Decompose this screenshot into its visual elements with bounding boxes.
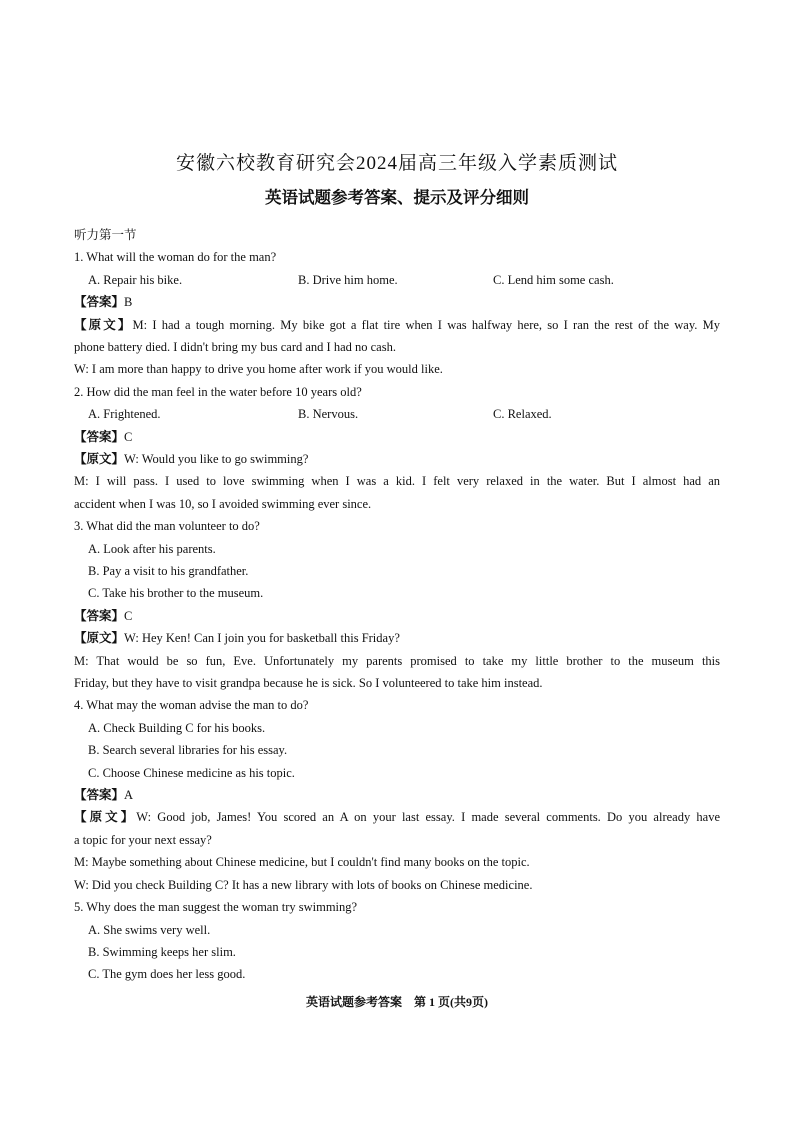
transcript-label: 【原文】 bbox=[74, 452, 125, 467]
question-1-options bbox=[74, 269, 720, 291]
transcript-label: 【原文】 bbox=[74, 810, 137, 825]
q2-transcript-line-2: M: I will pass. I used to love swimming when I was a kid. I felt very relaxed in the water. But I almost had an bbox=[74, 474, 720, 489]
transcript-label: 【原文】 bbox=[74, 631, 125, 646]
transcript-label: 【原文】 bbox=[74, 317, 133, 332]
question-2-options bbox=[74, 403, 720, 425]
q3-transcript-line-1: 【原文】W: Hey Ken! Can I join you for basketball this Friday? bbox=[74, 631, 400, 646]
page-footer: 英语试题参考答案 第 1 页(共9页) bbox=[306, 995, 488, 1009]
answer-label: 【答案】 bbox=[74, 788, 125, 803]
answer-label: 【答案】 bbox=[74, 608, 125, 623]
q2-option-a: A. Frightened. bbox=[88, 407, 161, 422]
page-content bbox=[74, 224, 720, 986]
section-heading: 听力第一节 bbox=[74, 228, 137, 242]
exam-title: 安徽六校教育研究会2024届高三年级入学素质测试 bbox=[175, 153, 618, 174]
q4-transcript-line-4: W: Did you check Building C? It has a new library with lots of books on Chinese medicine. bbox=[74, 877, 533, 892]
q5-option-b: B. Swimming keeps her slim. bbox=[88, 944, 236, 959]
q5-option-a: A. She swims very well. bbox=[88, 922, 211, 937]
question-3: 3. What did the man volunteer to do? bbox=[74, 519, 260, 534]
q1-option-c: C. Lend him some cash. bbox=[493, 272, 614, 287]
q4-transcript-line-1: 【原文】W: Good job, James! You scored an A on your last essay. I made several comments. Do you already have bbox=[74, 810, 720, 825]
q4-option-b: B. Search several libraries for his essay. bbox=[88, 743, 288, 758]
q4-option-a: A. Check Building C for his books. bbox=[88, 720, 266, 735]
q4-transcript-line-3: M: Maybe something about Chinese medicine, but I couldn't find many books on the topic. bbox=[74, 855, 530, 870]
q3-option-a: A. Look after his parents. bbox=[88, 541, 216, 556]
q3-transcript-line-3: Friday, but they have to visit grandpa because he is sick. So I volunteered to take him instead. bbox=[74, 676, 543, 691]
q1-transcript-line-3: W: I am more than happy to drive you home after work if you would like. bbox=[74, 362, 443, 377]
q4-answer-value: A bbox=[124, 788, 134, 803]
q4-option-c: C. Choose Chinese medicine as his topic. bbox=[88, 765, 295, 780]
question-5: 5. Why does the man suggest the woman try swimming? bbox=[74, 900, 358, 915]
q2-option-b: B. Nervous. bbox=[298, 407, 359, 422]
q1-answer-value: B bbox=[124, 295, 133, 310]
question-2: 2. How did the man feel in the water before 10 years old? bbox=[74, 384, 362, 399]
q3-answer bbox=[74, 605, 720, 627]
question-4: 4. What may the woman advise the man to do? bbox=[74, 698, 309, 713]
q1-option-b: B. Drive him home. bbox=[298, 272, 398, 287]
q2-option-c: C. Relaxed. bbox=[493, 407, 552, 422]
q1-answer bbox=[74, 291, 720, 313]
q4-transcript-line-2: a topic for your next essay? bbox=[74, 832, 212, 847]
q2-transcript-line-1: 【原文】W: Would you like to go swimming? bbox=[74, 452, 309, 467]
answer-label: 【答案】 bbox=[74, 429, 125, 444]
q1-transcript-line-1: 【原文】M: I had a tough morning. My bike got a flat tire when I was halfway here, so I ran the rest of the way. My bbox=[74, 317, 720, 332]
q2-answer bbox=[74, 426, 720, 448]
q1-transcript-line-2: phone battery died. I didn't bring my bus card and I had no cash. bbox=[74, 340, 396, 354]
answer-label: 【答案】 bbox=[74, 295, 125, 310]
q3-option-c: C. Take his brother to the museum. bbox=[88, 586, 264, 601]
q5-option-c: C. The gym does her less good. bbox=[88, 967, 246, 982]
q3-transcript-line-2: M: That would be so fun, Eve. Unfortunately my parents promised to take my little brother to the museum this bbox=[74, 653, 720, 668]
exam-subtitle: 英语试题参考答案、提示及评分细则 bbox=[265, 188, 529, 207]
q2-answer-value: C bbox=[124, 429, 133, 444]
q1-option-a: A. Repair his bike. bbox=[88, 272, 183, 287]
q3-option-b: B. Pay a visit to his grandfather. bbox=[88, 564, 249, 579]
q3-answer-value: C bbox=[124, 608, 133, 623]
q4-answer bbox=[74, 784, 720, 806]
question-1: 1. What will the woman do for the man? bbox=[74, 250, 277, 265]
q2-transcript-line-3: accident when I was 10, so I avoided swimming ever since. bbox=[74, 496, 372, 511]
